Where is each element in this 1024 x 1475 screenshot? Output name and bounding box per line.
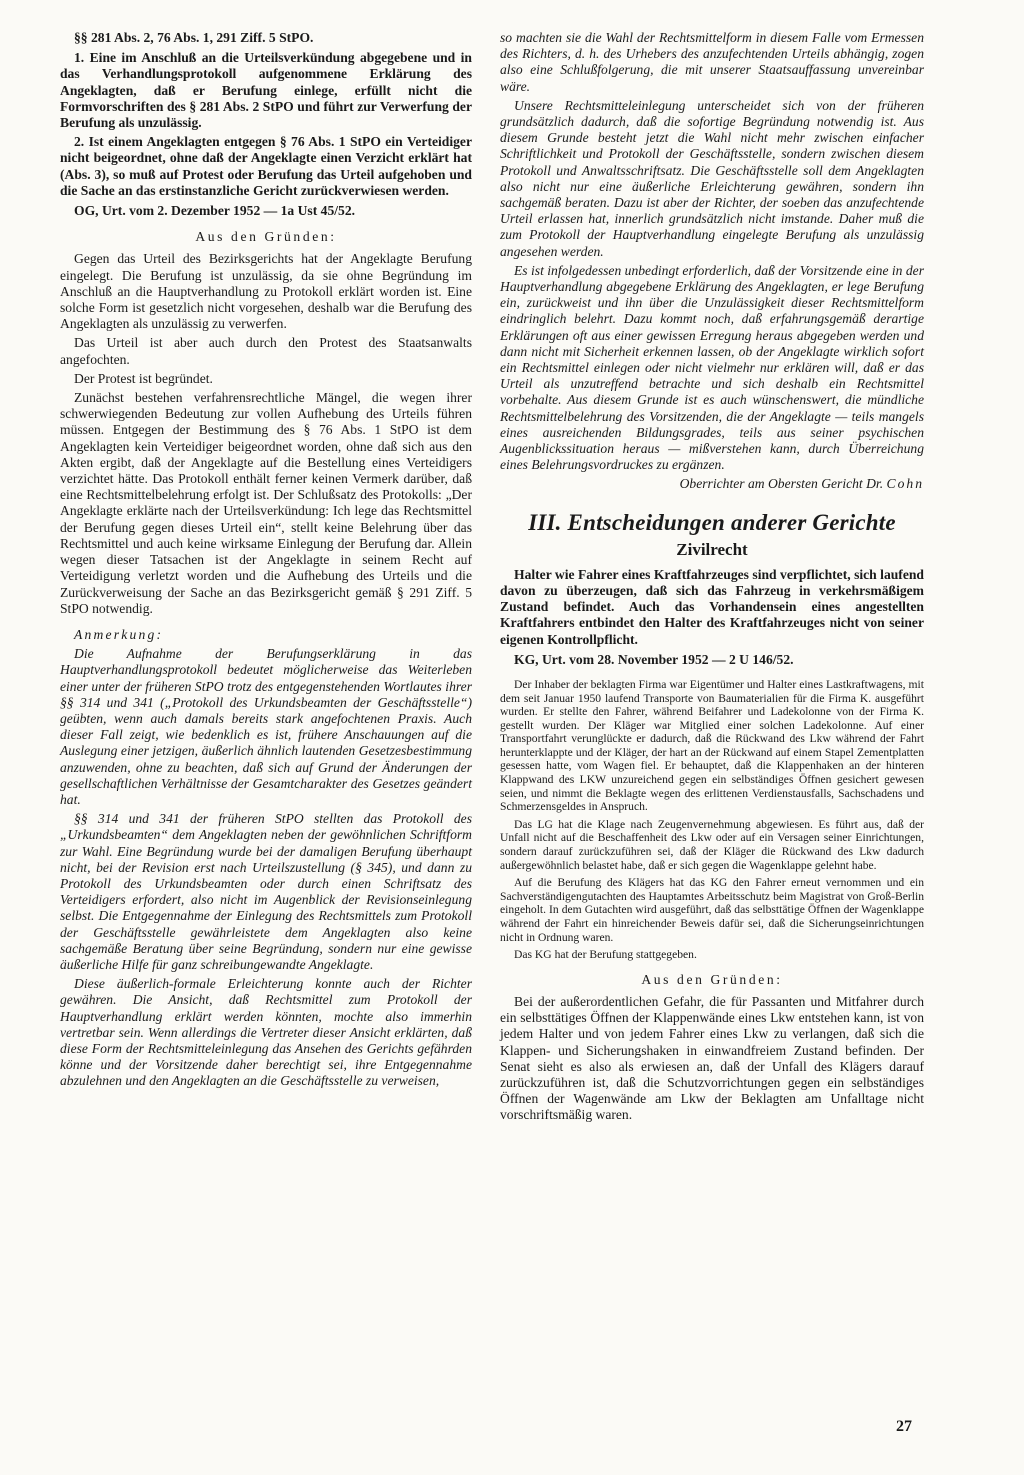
annotation-paragraph: §§ 314 und 341 der früheren StPO stellten das Protokoll des „Urkundsbeamten“ dem Angeklagten neben der gewöhnlichen Schriftform zur Wahl. Eine Begründung wurde bei der damaligen Berufung überhaupt nicht, bei der Revision erst nach Urteilszustellung (§ 345), und dann zu Protokoll des Urkundsbeamten oder durch einen Schriftsatz des Verteidigers erfordert, also nicht im Augenblick der Revisionseinlegung selbst. Die Entgegennahme der Einlegung des Rechtsmittels zum Protokoll der Geschäftsstelle gewährleistete dem Angeklagten also keine sachgemäße Beratung über seine Begründung, sondern nur eine gewisse äußerliche Hilfe für ganz schreibungewandte Angeklagte. — [60, 811, 472, 972]
section-subtitle: Zivilrecht — [676, 539, 748, 559]
annotation-heading: Anmerkung: — [74, 626, 164, 642]
facts-paragraph: Auf die Berufung des Klägers hat das KG den Fahrer erneut vernommen und ein Sachverständigengutachten des Hauptamtes Arbeitsschutz beim Magistrat von Groß-Berlin eingeholt. In dem Gutachten wird ausgeführt, daß das selbsttätige Öffnen der Wagenklappe während der Fahrt ein hinreichender Beweis dafür sei, daß die Sicherungseinrichtungen nicht in Ordnung waren. — [500, 876, 924, 944]
annotation-paragraph: Es ist infolgedessen unbedingt erforderlich, daß der Vorsitzende eine in der Hauptverhandlung abgegebene Erklärung des Angeklagten, er lege Berufung ein, zurückweist und ihn über die Unzulässigkeit dieser Rechtsmittelform eindringlich belehrt. Dazu kommt noch, daß erfahrungsgemäß derartige Erklärungen oft aus einer gewissen Erregung heraus abgegeben werden und dann nicht mit Sicherheit erkennen lassen, ob der Angeklagte wirklich sofort ein Rechtsmittel einlegen oder nicht vielmehr nur erklären will, daß er das Urteil als unzutreffend betrachte und sich deshalb ein Rechtsmittel vorbehalte. Aus diesem Grunde ist es auch wünschenswert, die mündliche Rechtsmittelbelehrung des Vorsitzenden, die der Angeklagte — teils mangels eines ausreichenden Bildungsgrades, teils aus seiner psychischen Augenblickssituation heraus — mißverstehen kann, durch Überreichung eines Belehrungsvordruckes zu ergänzen. — [500, 262, 924, 473]
facts-paragraph: Das KG hat der Berufung stattgegeben. — [514, 948, 697, 962]
left-column — [60, 30, 472, 1093]
statute-reference: §§ 281 Abs. 2, 76 Abs. 1, 291 Ziff. 5 StPO. — [74, 30, 314, 45]
headnote-2: 2. Ist einem Angeklagten entgegen § 76 Abs. 1 StPO ein Verteidiger nicht beigeordnet, ohne daß der Angeklagte einen Verzicht erklärt hat (Abs. 3), so muß auf Protest oder Berufung das Urteil aufgehoben und die Sache an das erstinstanzliche Gericht zurückverwiesen werden. — [60, 134, 472, 198]
annotation-paragraph: Die Aufnahme der Berufungserklärung in das Hauptverhandlungsprotokoll bedeutet möglicherweise das Weiterleben einer unter der früheren StPO trotz des entgegenstehenden Wortlautes ihrer §§ 314 und 341 („Protokoll des Urkundsbeamten der Geschäftsstelle“) geübten, wenn auch damals bereits stark angefochtenen Praxis. Auch dieser Fall zeigt, wie bedenklich es ist, frühere Anschauungen auf die Auslegung einer jetzigen, äußerlich ähnlich lautenden Gesetzesbestimmung anzuwenden, ohne zu beachten, daß sich auf Grund der Änderungen der gesellschaftlichen Verhältnisse der Gesamtcharakter des Gesetzes geändert hat. — [60, 646, 472, 807]
annotation-paragraph: so machten sie die Wahl der Rechtsmittelform in diesem Falle vom Ermessen des Richters, d. h. des Urhebers des anzufechtenden Urteils abhängig, zogen also eine Schlußfolgerung, die mit unserer Staatsauffassung unvereinbar wäre. — [500, 30, 924, 94]
case-citation: OG, Urt. vom 2. Dezember 1952 — 1a Ust 45/52. — [74, 203, 356, 219]
signature — [500, 476, 924, 492]
signature-prefix: Oberrichter am Obersten Gericht Dr. — [679, 476, 884, 492]
headnote-1: 1. Eine im Anschluß an die Urteilsverkündung abgegebene und in das Verhandlungsprotokoll aufgenommene Erklärung des Angeklagten, daß er Berufung einlege, erfüllt nicht die Formvorschriften des § 281 Abs. 2 StPO und führt zur Verwerfung der Berufung als unzulässig. — [60, 50, 472, 131]
annotation-paragraph: Diese äußerlich-formale Erleichterung konnte auch der Richter gewähren. Die Ansicht, daß Rechtsmittel zum Protokoll der Hauptverhandlung erklärt werden könnten, mochte also immerhin vertretbar sein. Wenn allerdings die Vertreter dieser Ansicht erklärten, daß diese Form der Rechtsmitteleinlegung das Ansehen des Gerichts gefährden könne und der Vorsitzende daher berechtigt sei, ihre Entgegennahme abzulehnen und den Angeklagten an die Geschäftsstelle zu verweisen, — [60, 976, 472, 1089]
right-column — [500, 30, 924, 1127]
facts-paragraph: Das LG hat die Klage nach Zeugenvernehmung abgewiesen. Es führt aus, daß der Unfall nicht auf die Beschaffenheit des Lkw oder auf ein Versagen seiner Einrichtungen, sondern darauf zurückzuführen sei, daß der Kläger die Rückwand des Lkw dadurch außergewöhnlich belastet habe, daß er sich gegen die Wagenklappe gelehnt habe. — [500, 817, 924, 872]
reasons-paragraph: Bei der außerordentlichen Gefahr, die für Passanten und Mitfahrer durch ein selbsttätiges Öffnen der Klappenwände eines Lkw entstehen kann, ist von jedem Halter und von jedem Fahrer eines Lkw zu verlangen, daß sich die Klappen- und Sicherungshaken in einwandfreiem Zustand befinden. Der Senat sieht es also als erwiesen an, daß der Unfall des Klägers darauf zurückzuführen ist, daß die Schutzvorrichtungen gegen ein selbständiges Öffnen der Wagenwände am Lkw der Beklagten am Unfalltage nicht vorschriftsmäßig waren. — [500, 993, 924, 1123]
section-title: III. Entscheidungen anderer Gerichte — [528, 509, 896, 535]
case-citation: KG, Urt. vom 28. November 1952 — 2 U 146/52. — [514, 651, 794, 667]
signature-name: Cohn — [886, 476, 924, 492]
reasons-paragraph: Der Protest ist begründet. — [74, 370, 213, 386]
page-number: 27 — [896, 1418, 912, 1435]
headnote: Halter wie Fahrer eines Kraftfahrzeuges sind verpflichtet, sich laufend davon zu überzeugen, daß sich das Fahrzeug in verkehrsmäßigem Zustand befindet. Auch das Vorhandensein eines angestellten Kraftfahrers entbindet den Halter des Kraftfahrzeuges nicht von seiner eigenen Kontrollpflicht. — [500, 566, 924, 647]
reasons-paragraph: Zunächst bestehen verfahrensrechtliche Mängel, die wegen ihrer schwerwiegenden Bedeutung zur vollen Aufhebung des Urteils führen müssen. Entgegen der Bestimmung des § 76 Abs. 1 StPO ist dem Angeklagten kein Verteidiger beigeordnet worden, ohne daß sich aus den Akten ergibt, daß der Angeklagte auf die Bestellung eines Verteidigers verzichtet hätte. Das Protokoll enthält ferner keinen Vermerk darüber, daß eine Rechtsmittelbelehrung erfolgt ist. Der Schlußsatz des Protokolls: „Der Angeklagte erklärte nach der Urteilsverkündung: Ich lege das Rechtsmittel der Berufung gegen dieses Urteil ein“, stellt keine Belehrung über das Rechtsmittel und auch keine wirksame Einlegung der Berufung dar. Allein wegen dieser Tatsachen ist der Angeklagte in seinem Recht auf Verteidigung verletzt worden und die Aufhebung des Urteils und die Zurückverweisung der Sache an das Bezirksgericht gemäß § 291 Ziff. 5 StPO notwendig. — [60, 390, 472, 616]
reasons-heading: Aus den Gründen: — [641, 971, 783, 987]
reasons-paragraph: Gegen das Urteil des Bezirksgerichts hat der Angeklagte Berufung eingelegt. Die Berufung ist unzulässig, da sie ohne Begründung im Anschluß an die Hauptverhandlung zu Protokoll erklärt worden ist. Eine solche Form ist gesetzlich nicht vorgesehen, deshalb war die Berufung des Angeklagten als unzulässig zu verwerfen. — [60, 251, 472, 332]
annotation-paragraph: Unsere Rechtsmitteleinlegung unterscheidet sich von der früheren grundsätzlich dadurch, daß die sofortige Begründung notwendig ist. Aus diesem Grunde besteht jetzt die Wahl nicht mehr zwischen einfacher Schriftlichkeit und Protokoll der Geschäftsstelle, sondern zwischen diesem Protokoll und Anwaltsschriftsatz. Die Geschäftsstelle soll dem Angeklagten also nicht nur eine äußerliche Erleichterung gewähren, sondern ihn sachgemäß beraten. Dazu ist aber der Richter, der soeben das anzufechtende Urteil erlassen hat, innerlich grundsätzlich nicht imstande. Daher muß die zum Protokoll der Hauptverhandlung eingelegte Berufung als unzulässig angesehen werden. — [500, 97, 924, 259]
reasons-paragraph: Das Urteil ist aber auch durch den Protest des Staatsanwalts angefochten. — [60, 335, 472, 367]
facts-paragraph: Der Inhaber der beklagten Firma war Eigentümer und Halter eines Lastkraftwagens, mit dem seit Januar 1950 laufend Transporte von Baumaterialien für die Firma K. ausgeführt wurden. Er stellte den Fahrer, während Beifahrer und Ladekolonne von der Firma K. gestellt wurden. Der Kläger war Mitglied einer solchen Ladekolonne. Auf einer Transportfahrt verunglückte er dadurch, daß die Rückwand des Lkw während der Fahrt herunterklappte und der Kläger, der hart an der Rückwand auf einem Stapel Zementplatten gesessen hatte, vom Wagen fiel. Er behauptet, daß die Klappenhaken an der hinteren Klappwand des LKW unzureichend gegen ein selbständiges Öffnen gesichert gewesen seien, und nimmt die Beklagte wegen des erlittenen Verdienstausfalls, Sachschadens und Schmerzensgeldes in Anspruch. — [500, 677, 924, 814]
reasons-heading: Aus den Gründen: — [195, 229, 337, 245]
